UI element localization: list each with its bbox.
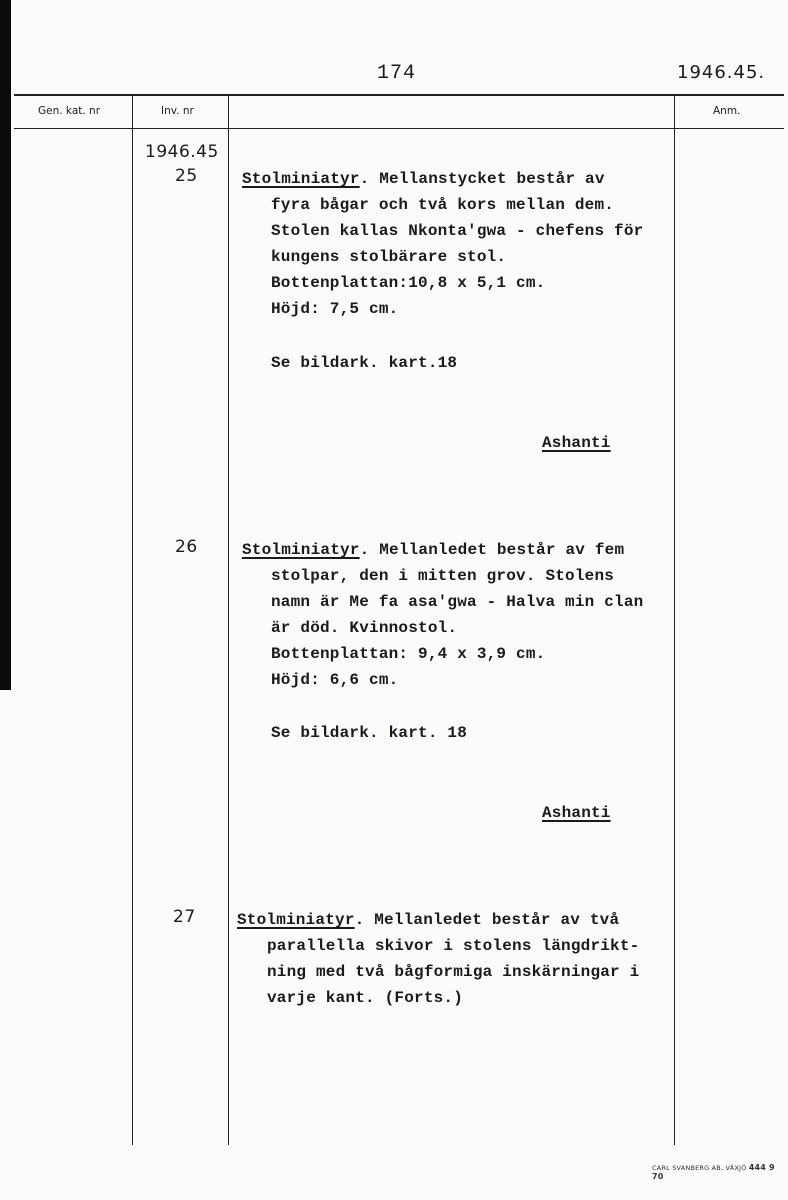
entry-line: Stolen kallas Nkonta'gwa - chefens för	[271, 222, 644, 240]
entry-line: är död. Kvinnostol.	[271, 619, 458, 637]
entry-first-line-text: . Mellanledet består av två	[354, 911, 620, 929]
catalog-number: 1946.45.	[677, 62, 766, 83]
header-top-rule	[14, 94, 784, 96]
entry-title: Stolminiatyr	[237, 911, 355, 929]
entry-line: parallella skivor i stolens längdrikt-	[267, 937, 640, 955]
entry-line: stolpar, den i mitten grov. Stolens	[271, 567, 615, 585]
entry-line: Höjd: 7,5 cm.	[271, 300, 399, 318]
entry-first-line	[242, 166, 605, 192]
entry-first-line	[242, 537, 624, 563]
header-bottom-rule	[14, 128, 784, 129]
entry-title: Stolminiatyr	[242, 541, 360, 559]
entry-reference: Se bildark. kart. 18	[271, 724, 468, 742]
entry-reference: Se bildark. kart.18	[271, 354, 458, 372]
column-divider-gen-inv	[132, 95, 133, 1145]
entry-line: Bottenplattan:10,8 x 5,1 cm.	[271, 274, 546, 292]
printer-name: CARL SVANBERG AB, VÄXJÖ	[652, 1164, 747, 1172]
entry-line: Höjd: 6,6 cm.	[271, 671, 399, 689]
entry-line: namn är Me fa asa'gwa - Halva min clan	[271, 593, 644, 611]
inv-number: 25	[175, 166, 198, 186]
column-header-inv-nr: Inv. nr	[161, 105, 194, 117]
page-number: 174	[377, 62, 417, 85]
inv-number: 26	[175, 537, 198, 557]
entry-first-line-text: . Mellanledet består av fem	[359, 541, 625, 559]
printer-mark	[652, 1163, 788, 1181]
inv-number: 27	[173, 907, 196, 927]
entry-first-line-text: . Mellanstycket består av	[359, 170, 605, 188]
form-code: 444 9 70	[652, 1163, 775, 1181]
entry-culture: Ashanti	[542, 434, 611, 452]
entry-line: kungens stolbärare stol.	[271, 248, 507, 266]
entry-line: Bottenplattan: 9,4 x 3,9 cm.	[271, 645, 546, 663]
entry-title: Stolminiatyr	[242, 170, 360, 188]
column-divider-text-anm	[674, 95, 675, 1145]
entry-line: varje kant. (Forts.)	[267, 989, 464, 1007]
column-divider-inv-text	[228, 95, 229, 1145]
inventory-heading: 1946.45	[145, 142, 219, 162]
binding-edge-bar	[0, 0, 11, 690]
entry-culture: Ashanti	[542, 804, 611, 822]
column-header-gen-kat-nr: Gen. kat. nr	[38, 105, 101, 117]
column-header-anm: Anm.	[713, 105, 741, 117]
entry-line: ning med två bågformiga inskärningar i	[267, 963, 640, 981]
entry-line: fyra bågar och två kors mellan dem.	[271, 196, 615, 214]
entry-first-line	[237, 907, 619, 933]
